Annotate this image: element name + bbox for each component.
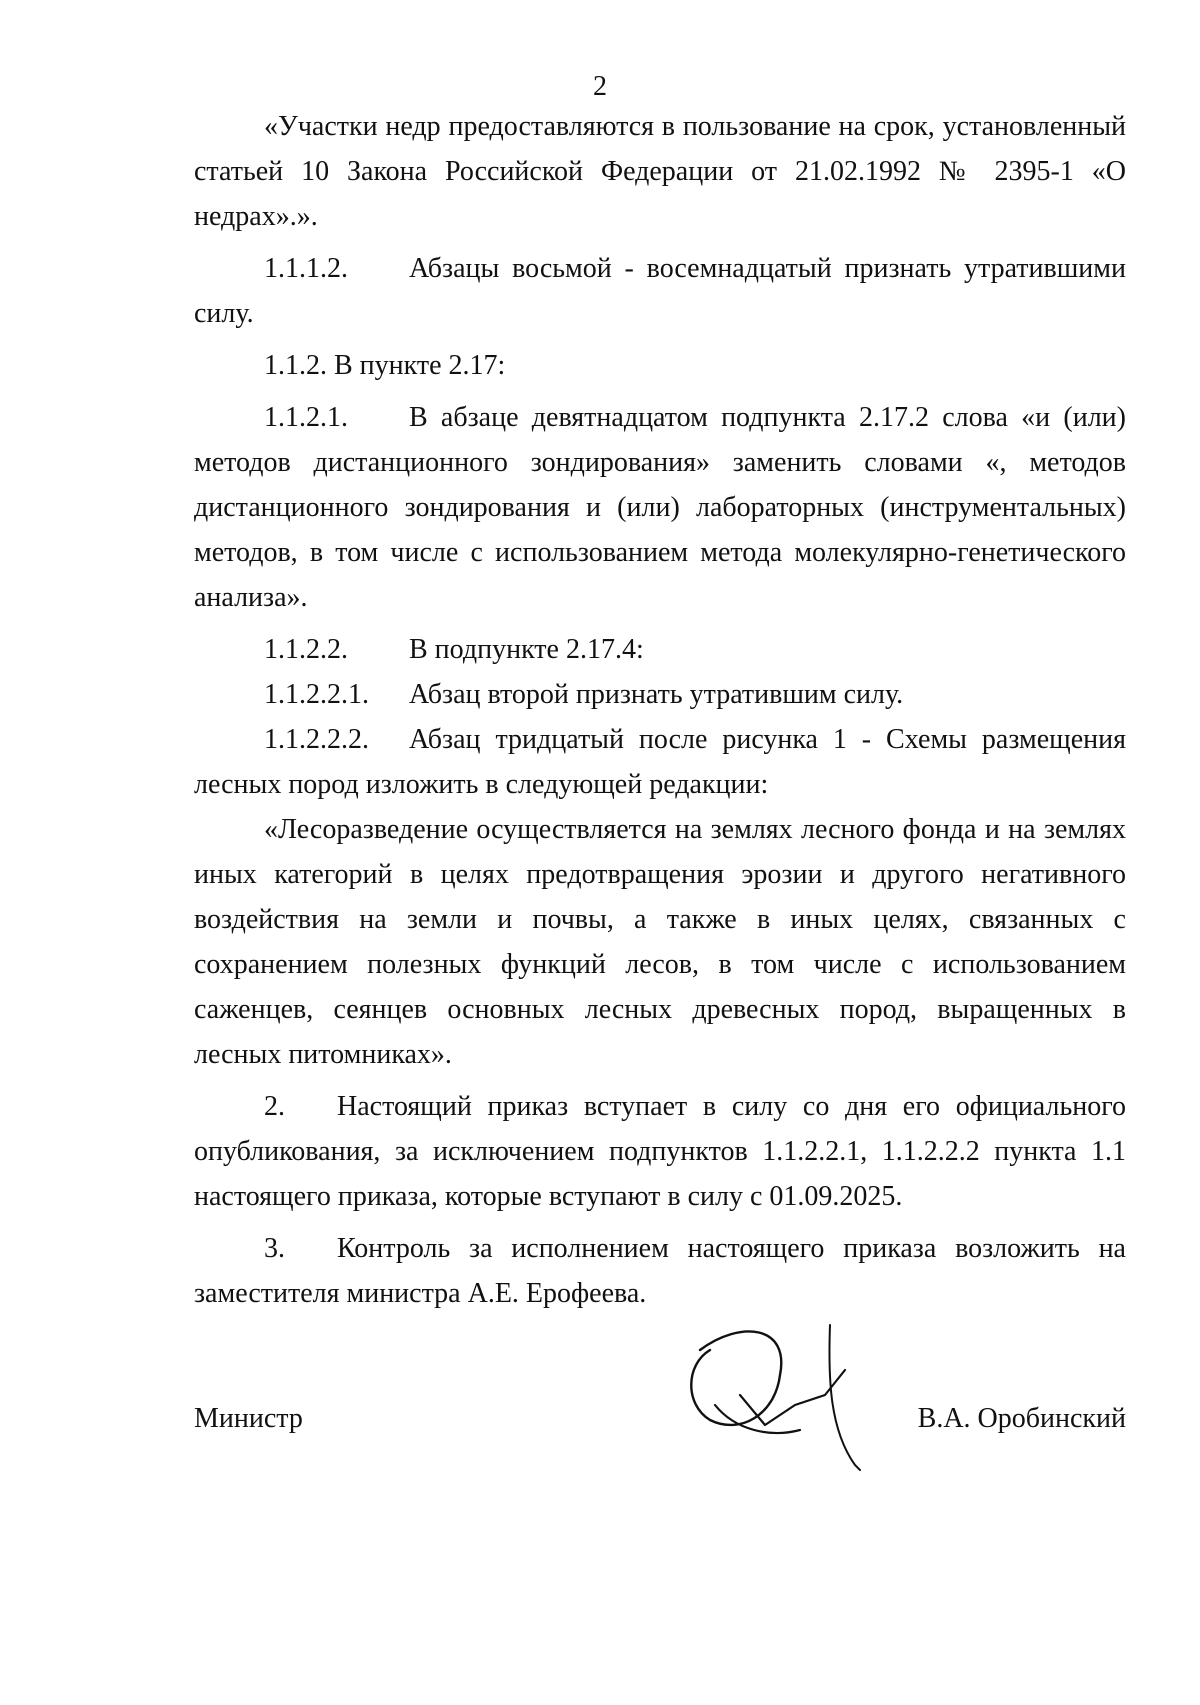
signer-name: В.А. Оробинский — [917, 1403, 1126, 1434]
signature-row — [194, 1396, 1126, 1441]
paragraph-number: 1.1.2.2.1. — [264, 679, 369, 710]
paragraph-number: 1.1.1.2. — [264, 253, 348, 284]
paragraph-text: В подпункте 2.17.4: — [409, 634, 644, 665]
paragraph-text: 1.1.2. В пункте 2.17: — [264, 350, 506, 381]
paragraph-1-1-1-2 — [194, 246, 1126, 336]
paragraph-text: В абзаце девятнадцатом подпункта 2.17.2 слова «и (или) методов дистанционного зондирования» заменить словами «, методов дистанционного зондирования и (или) лабораторных (инструментальных) методов, в том числе с использованием метода молекулярно-генетического анализа». — [194, 402, 1126, 613]
paragraph-number: 3. — [264, 1233, 285, 1264]
paragraph-number: 1.1.2.1. — [264, 402, 348, 433]
paragraph-text: Контроль за исполнением настоящего приказа возложить на заместителя министра А.Е. Ерофеева. — [194, 1233, 1126, 1309]
paragraph-3-control — [194, 1226, 1126, 1316]
paragraph-number: 1.1.2.2.2. — [264, 724, 369, 755]
paragraph-number: 2. — [264, 1091, 285, 1122]
paragraph-2-entry-into-force — [194, 1084, 1126, 1219]
document-body — [194, 104, 1126, 1316]
paragraph-number: 1.1.2.2. — [264, 634, 348, 665]
paragraph-text: Абзац второй признать утратившим силу. — [409, 679, 904, 710]
paragraph-subsoil-term — [194, 104, 1126, 239]
paragraph-text: Настоящий приказ вступает в силу со дня его официального опубликования, за исключением подпунктов 1.1.2.2.1, 1.1.2.2.2 пункта 1.1 настоящего приказа, которые вступают в силу с 01.09.2025. — [194, 1091, 1126, 1212]
paragraph-text: Абзац тридцатый после рисунка 1 - Схемы размещения лесных пород изложить в следующей редакции: — [194, 724, 1126, 800]
paragraph-subsoil-term-rest: установленный статьей 10 Закона Российской Федерации от 21.02.1992 № 2395-1 «О недрах».». — [194, 111, 1127, 232]
paragraph-1-1-2-1 — [194, 395, 1126, 620]
paragraph-text: «Лесоразведение осуществляется на землях лесного фонда и на землях иных категорий в целях предотвращения эрозии и другого негативного воздействия на земли и почвы, а также в иных целях, связанных с сохранением полезных функций лесов, в том числе с использованием саженцев, сеянцев основных лесных древесных пород, выращенных в лесных питомниках». — [194, 814, 1126, 1070]
paragraph-afforestation-quote — [194, 807, 1126, 1077]
paragraph-text: Абзацы восьмой - восемнадцатый признать утратившими силу. — [194, 253, 1126, 329]
paragraph-1-1-2-2-1 — [194, 672, 1126, 717]
paragraph-1-1-2-2 — [194, 627, 1126, 672]
paragraph-1-1-2 — [194, 343, 1126, 388]
signer-position: Министр — [194, 1403, 303, 1434]
paragraph-subsoil-term-line1: «Участки недр предоставляются в пользование на срок, — [264, 111, 935, 142]
page-number: 2 — [593, 71, 607, 102]
paragraph-1-1-2-2-2 — [194, 717, 1126, 807]
